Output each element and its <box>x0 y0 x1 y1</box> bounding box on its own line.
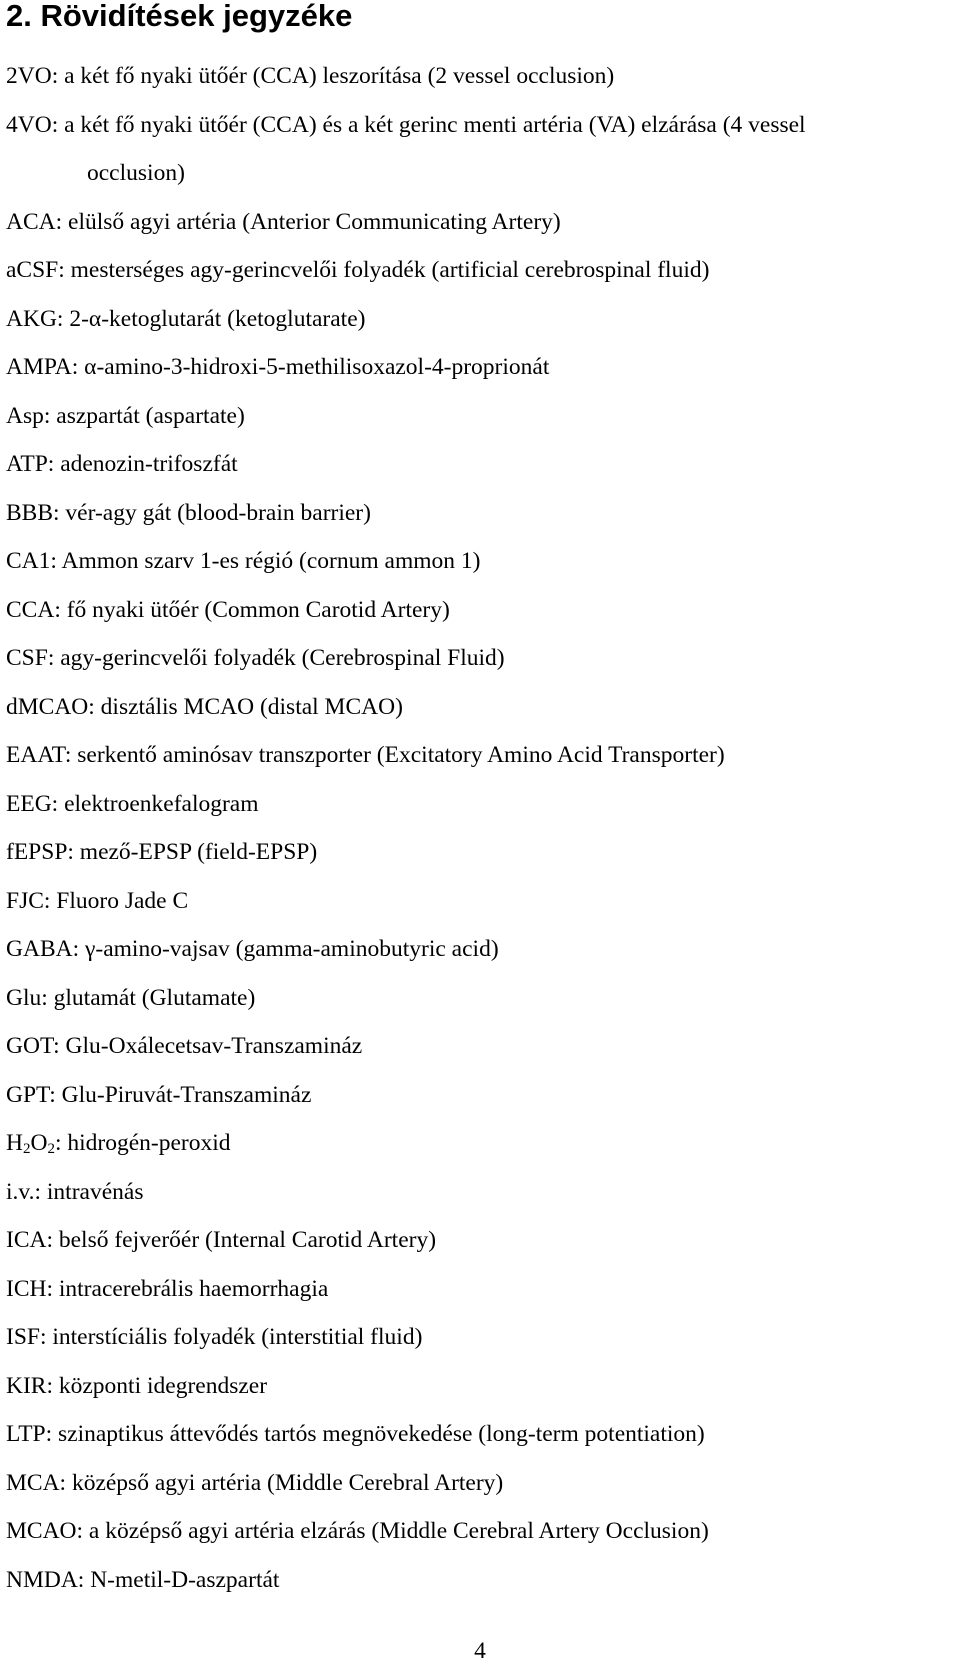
abbreviation-item: LTP: szinaptikus áttevődés tartós megnövekedése (long-term potentiation) <box>6 1421 705 1447</box>
abbreviation-item: ICA: belső fejverőér (Internal Carotid Artery) <box>6 1227 437 1253</box>
abbreviation-item: dMCAO: disztális MCAO (distal MCAO) <box>6 693 403 720</box>
formula-subscript: 2 <box>47 1141 55 1157</box>
abbreviation-item: CA1: Ammon szarv 1-es régió (cornum ammon 1) <box>6 548 481 574</box>
abbreviation-item: MCAO: a középső agyi artéria elzárás (Middle Cerebral Artery Occlusion) <box>6 1518 709 1544</box>
abbreviation-item: EEG: elektroenkefalogram <box>6 790 259 817</box>
abbreviation-item: Glu: glutamát (Glutamate) <box>6 984 256 1011</box>
abbreviation-item: fEPSP: mező-EPSP (field-EPSP) <box>6 839 318 865</box>
abbreviation-item: AMPA: α-amino-3-hidroxi-5-methilisoxazol-4-proprionát <box>6 354 550 380</box>
abbreviation-item: 2VO: a két fő nyaki ütőér (CCA) leszorítása (2 vessel occlusion) <box>6 63 615 89</box>
abbreviation-item: CSF: agy-gerincvelői folyadék (Cerebrospinal Fluid) <box>6 645 505 671</box>
abbreviation-item: MCA: középső agyi artéria (Middle Cerebral Artery) <box>6 1469 504 1496</box>
abbreviation-list <box>6 52 946 1604</box>
abbreviation-item: GOT: Glu-Oxálecetsav-Transzamináz <box>6 1033 363 1059</box>
abbreviation-continuation: occlusion) <box>87 160 185 186</box>
abbreviation-item: AKG: 2-α-ketoglutarát (ketoglutarate) <box>6 305 366 332</box>
abbreviation-item: KIR: központi idegrendszer <box>6 1372 268 1399</box>
abbreviation-item: GPT: Glu-Piruvát-Transzamináz <box>6 1081 312 1108</box>
page-number: 4 <box>474 1638 486 1664</box>
formula-symbol: O <box>30 1130 48 1156</box>
abbreviation-item: ATP: adenozin-trifoszfát <box>6 451 238 477</box>
abbreviation-item: EAAT: serkentő aminósav transzporter (Excitatory Amino Acid Transporter) <box>6 742 725 768</box>
formula-subscript: 2 <box>22 1141 31 1157</box>
abbreviation-item: i.v.: intravénás <box>6 1178 144 1205</box>
abbreviation-item: CCA: fő nyaki ütőér (Common Carotid Artery) <box>6 596 450 623</box>
abbreviation-item: FJC: Fluoro Jade C <box>6 887 189 914</box>
abbreviation-item: ACA: elülső agyi artéria (Anterior Communicating Artery) <box>6 208 561 235</box>
abbreviation-item: ISF: interstíciális folyadék (interstitial fluid) <box>6 1324 423 1350</box>
abbreviation-item: NMDA: N-metil-D-aszpartát <box>6 1566 280 1593</box>
abbreviation-item: BBB: vér-agy gát (blood-brain barrier) <box>6 499 371 526</box>
abbreviation-item: GABA: γ-amino-vajsav (gamma-aminobutyric acid) <box>6 936 499 962</box>
abbreviation-item: Asp: aszpartát (aspartate) <box>6 402 245 429</box>
formula-symbol: H <box>6 1130 23 1156</box>
page-title: 2. Rövidítések jegyzéke <box>6 0 353 33</box>
abbreviation-item: ICH: intracerebrális haemorrhagia <box>6 1275 329 1302</box>
abbreviation-item <box>6 1119 946 1168</box>
abbreviation-definition: : hidrogén-peroxid <box>54 1130 231 1156</box>
abbreviation-item: aCSF: mesterséges agy-gerincvelői folyadék (artificial cerebrospinal fluid) <box>6 257 710 283</box>
abbreviation-item: 4VO: a két fő nyaki ütőér (CCA) és a két gerinc menti artéria (VA) elzárása (4 vessel <box>6 111 806 138</box>
